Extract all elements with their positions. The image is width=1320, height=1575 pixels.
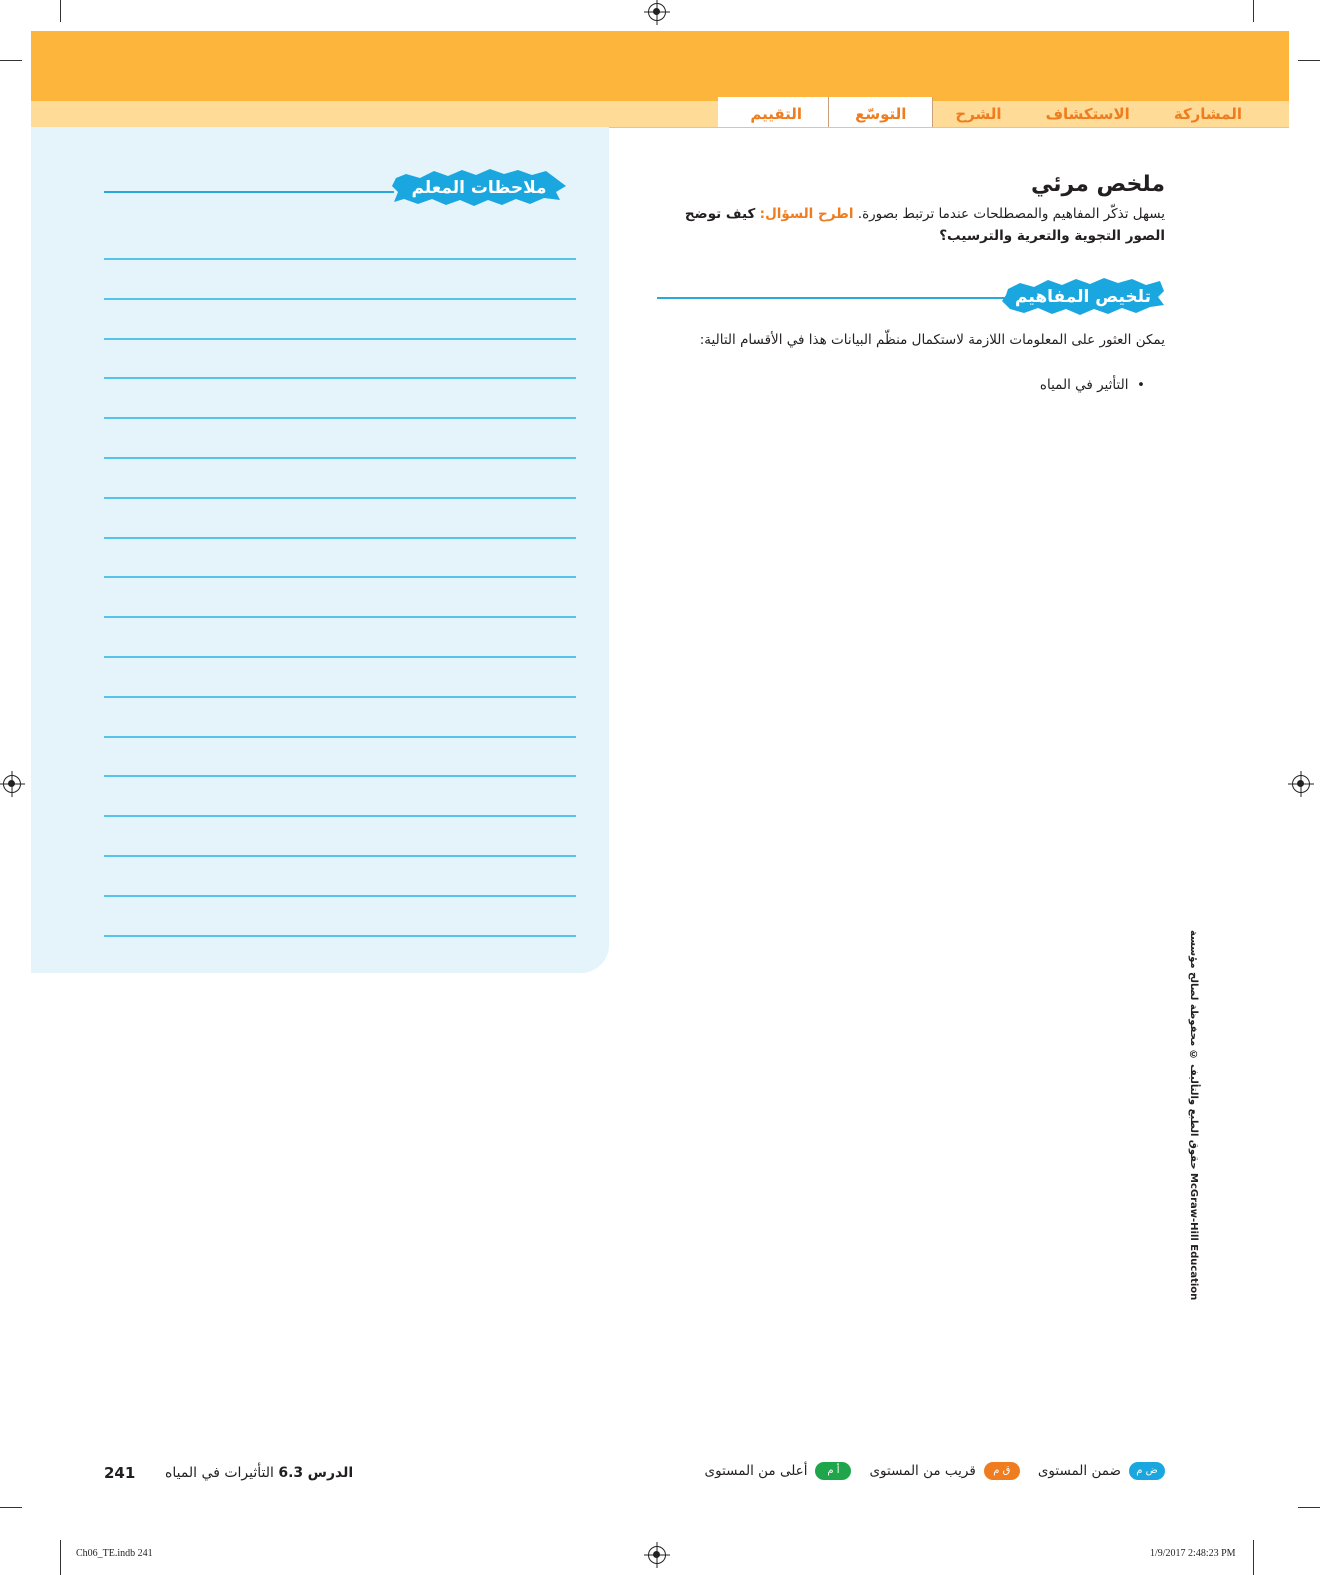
notes-writing-line bbox=[104, 457, 576, 459]
concepts-title-rule bbox=[657, 297, 1007, 299]
lesson-prefix: الدرس bbox=[307, 1465, 354, 1481]
teacher-notes-panel bbox=[31, 127, 609, 973]
registration-mark-icon bbox=[3, 775, 21, 793]
level-legend bbox=[705, 1462, 1165, 1480]
notes-writing-line bbox=[104, 298, 576, 300]
lesson-number: 6.3 bbox=[278, 1465, 304, 1481]
crop-mark bbox=[1298, 60, 1320, 61]
header-band bbox=[31, 31, 1289, 101]
crop-mark bbox=[1253, 1540, 1254, 1575]
notes-writing-line bbox=[104, 736, 576, 738]
concepts-bullet bbox=[1040, 377, 1145, 393]
notes-writing-line bbox=[104, 935, 576, 937]
notes-writing-line bbox=[104, 377, 576, 379]
ask-question-label: اطرح السؤال: bbox=[759, 206, 854, 222]
crop-mark bbox=[60, 1540, 61, 1575]
tab-strip bbox=[31, 101, 1289, 128]
bullet-icon: • bbox=[1128, 377, 1145, 393]
notes-writing-line bbox=[104, 696, 576, 698]
notes-writing-line bbox=[104, 815, 576, 817]
level-on-label: ضمن المستوى bbox=[1037, 1463, 1121, 1479]
notes-writing-line bbox=[104, 537, 576, 539]
level-on-badge: ض م bbox=[1129, 1462, 1165, 1480]
tab-evaluate[interactable]: التقييم bbox=[718, 97, 828, 127]
level-on bbox=[1038, 1462, 1165, 1480]
notes-writing-line bbox=[104, 338, 576, 340]
lesson-tabs bbox=[718, 101, 1264, 127]
concepts-title: تلخيص المفاهيم bbox=[1015, 287, 1151, 307]
level-beyond bbox=[705, 1462, 852, 1480]
lesson-footer bbox=[165, 1465, 353, 1481]
notes-writing-line bbox=[104, 895, 576, 897]
notes-writing-line bbox=[104, 497, 576, 499]
summary-title: ملخص مرئي bbox=[1031, 172, 1165, 197]
date-slug: 1/9/2017 2:48:23 PM bbox=[1150, 1548, 1236, 1559]
notes-writing-line bbox=[104, 855, 576, 857]
crop-mark bbox=[0, 60, 22, 61]
notes-writing-line bbox=[104, 576, 576, 578]
notes-writing-line bbox=[104, 258, 576, 260]
level-beyond-label: أعلى من المستوى bbox=[704, 1463, 808, 1479]
tab-explain[interactable]: الشرح bbox=[955, 105, 1002, 123]
notes-title-rule bbox=[104, 191, 394, 193]
crop-mark bbox=[0, 1507, 22, 1508]
level-approaching-label: قريب من المستوى bbox=[869, 1463, 976, 1479]
notes-writing-line bbox=[104, 775, 576, 777]
level-approaching bbox=[869, 1462, 1019, 1480]
summary-intro: يسهل تذكّر المفاهيم والمصطلحات عندما ترتبط بصورة. bbox=[857, 206, 1165, 222]
summary-paragraph bbox=[655, 203, 1165, 247]
summary-question: كيف توضح الصور التجوية والتعرية والترسيب؟ bbox=[684, 206, 1165, 244]
level-approaching-badge: ق م bbox=[984, 1462, 1020, 1480]
lesson-title: التأثيرات في المياه bbox=[165, 1465, 274, 1481]
notes-writing-line bbox=[104, 656, 576, 658]
concepts-banner bbox=[1000, 275, 1166, 319]
tab-explore[interactable]: الاستكشاف bbox=[1045, 105, 1130, 123]
teacher-notes-title: ملاحظات المعلم bbox=[411, 178, 547, 198]
teacher-notes-banner bbox=[390, 166, 568, 210]
crop-mark bbox=[1298, 1507, 1320, 1508]
concepts-bullet-text: التأثير في المياه bbox=[1039, 377, 1129, 393]
page-number: 241 bbox=[104, 1464, 136, 1482]
registration-mark-icon bbox=[648, 3, 666, 21]
notes-writing-line bbox=[104, 616, 576, 618]
crop-mark bbox=[1253, 0, 1254, 22]
level-beyond-badge: أ م bbox=[815, 1462, 851, 1480]
concepts-paragraph: يمكن العثور على المعلومات اللازمة لاستكمال منظّم البيانات هذا في الأقسام التالية: bbox=[699, 332, 1165, 348]
tab-engage[interactable]: المشاركة bbox=[1173, 105, 1242, 123]
notes-writing-line bbox=[104, 417, 576, 419]
file-slug: Ch06_TE.indb 241 bbox=[76, 1548, 153, 1559]
crop-mark bbox=[60, 0, 61, 22]
tab-elaborate[interactable]: التوسّع bbox=[828, 97, 933, 127]
registration-mark-icon bbox=[1292, 775, 1310, 793]
registration-mark-icon bbox=[648, 1546, 666, 1564]
copyright-notice: حقوق الطبع والتأليف © محفوظة لصالح مؤسسة McGraw-Hill Education bbox=[1188, 930, 1199, 1301]
